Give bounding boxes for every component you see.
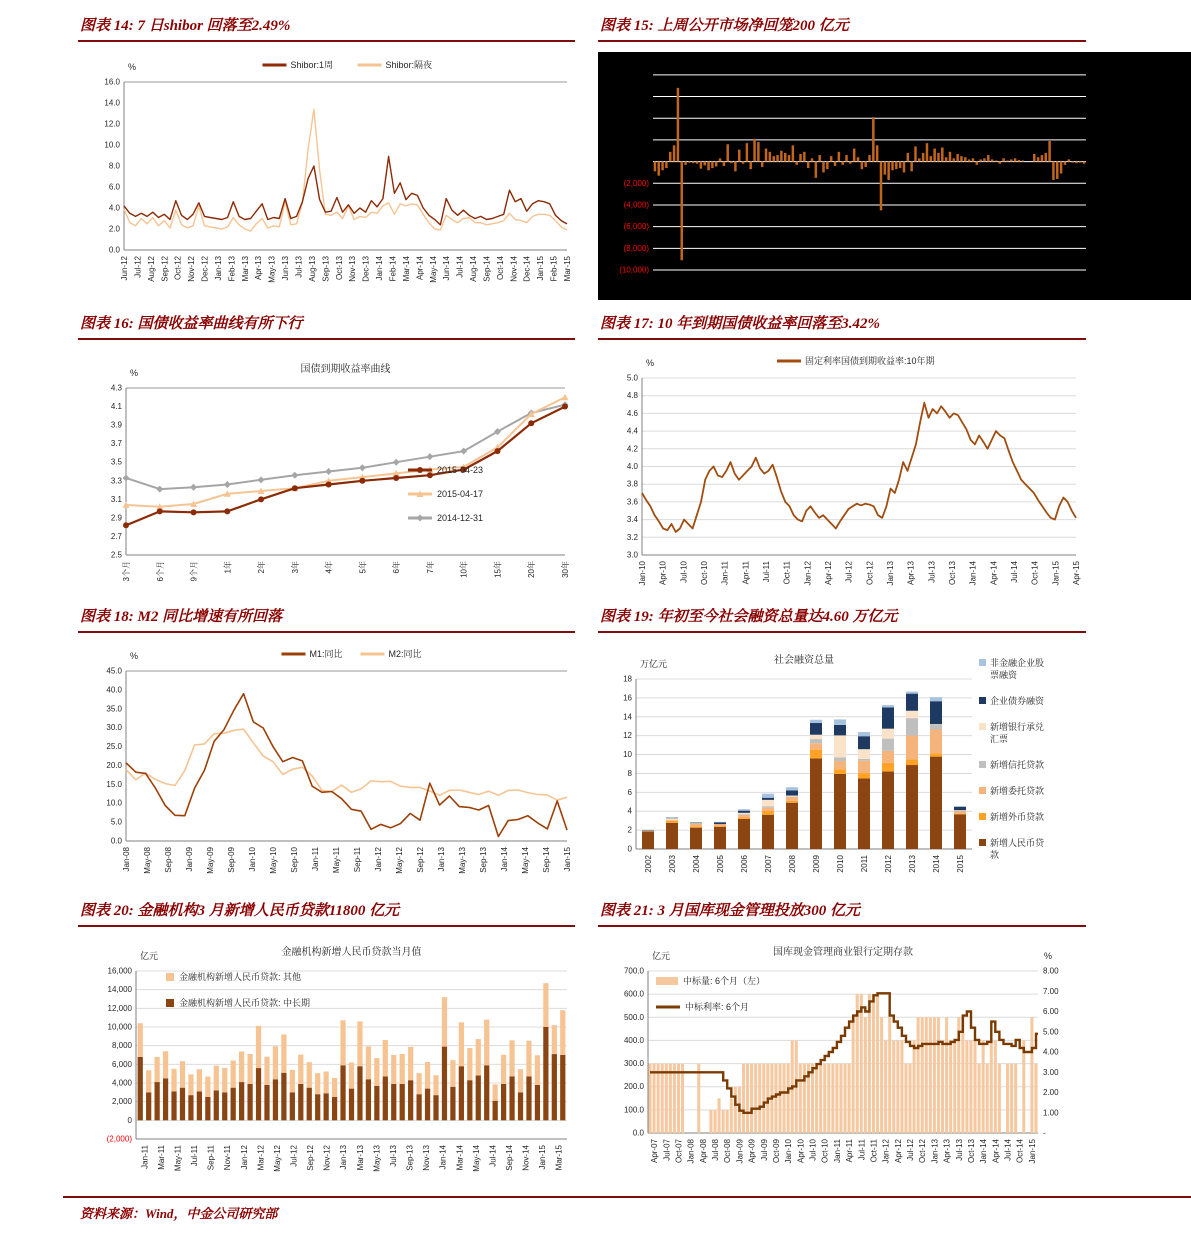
svg-text:Shibor:1周: Shibor:1周 bbox=[290, 60, 334, 70]
svg-text:Apr-09: Apr-09 bbox=[747, 1139, 757, 1164]
svg-text:6: 6 bbox=[627, 787, 632, 797]
chart21-title: 图表 21: 3 月国库现金管理投放300 亿元 bbox=[598, 901, 1086, 927]
svg-text:4.2: 4.2 bbox=[626, 444, 638, 454]
svg-text:Dec-12: Dec-12 bbox=[200, 256, 210, 282]
svg-text:Jan-08: Jan-08 bbox=[122, 847, 131, 872]
svg-text:4: 4 bbox=[627, 806, 632, 816]
svg-text:2002: 2002 bbox=[644, 855, 653, 873]
svg-text:Nov-11: Nov-11 bbox=[223, 1145, 233, 1171]
svg-text:Sep-11: Sep-11 bbox=[353, 847, 362, 873]
svg-text:Jul-11: Jul-11 bbox=[762, 561, 771, 583]
svg-text:金融机构新增人民币贷款: 中长期: 金融机构新增人民币贷款: 中长期 bbox=[179, 998, 311, 1008]
svg-text:Mar-11: Mar-11 bbox=[156, 1145, 166, 1170]
svg-text:100.0: 100.0 bbox=[623, 1105, 644, 1115]
chart20-canvas bbox=[78, 935, 575, 1196]
svg-text:Oct-12: Oct-12 bbox=[918, 1139, 928, 1164]
svg-text:Mar-14: Mar-14 bbox=[455, 1145, 465, 1171]
svg-text:3.7: 3.7 bbox=[110, 439, 122, 449]
svg-text:Sep-12: Sep-12 bbox=[416, 847, 425, 873]
svg-text:%: % bbox=[130, 651, 139, 661]
svg-text:May-14: May-14 bbox=[471, 1145, 481, 1172]
svg-text:Sep-13: Sep-13 bbox=[405, 1145, 415, 1171]
svg-text:Oct-13: Oct-13 bbox=[966, 1139, 976, 1164]
svg-text:固定利率国债到期收益率:10年期: 固定利率国债到期收益率:10年期 bbox=[805, 356, 935, 366]
svg-text:Jan-14: Jan-14 bbox=[500, 847, 509, 872]
svg-text:10: 10 bbox=[623, 750, 632, 760]
svg-text:Mar-15: Mar-15 bbox=[554, 1145, 564, 1171]
svg-text:0.0: 0.0 bbox=[632, 1128, 644, 1138]
svg-text:Mar-12: Mar-12 bbox=[256, 1145, 266, 1171]
svg-text:Jul-14: Jul-14 bbox=[488, 1145, 498, 1167]
svg-text:5.0: 5.0 bbox=[110, 817, 122, 827]
svg-text:Jan-12: Jan-12 bbox=[881, 1139, 891, 1164]
svg-text:(6,000): (6,000) bbox=[623, 222, 649, 232]
svg-text:Feb-15: Feb-15 bbox=[549, 256, 559, 282]
svg-text:Jul-12: Jul-12 bbox=[289, 1145, 299, 1167]
svg-text:0.0: 0.0 bbox=[110, 836, 122, 846]
svg-text:6.0: 6.0 bbox=[108, 182, 120, 192]
svg-text:Mar-13: Mar-13 bbox=[355, 1145, 365, 1171]
svg-text:社会融资总量: 社会融资总量 bbox=[774, 655, 834, 666]
svg-text:Feb-14: Feb-14 bbox=[388, 256, 398, 282]
svg-text:Jan-15: Jan-15 bbox=[536, 256, 546, 281]
svg-text:2014-12-31: 2014-12-31 bbox=[437, 513, 484, 523]
svg-text:Jan-08: Jan-08 bbox=[686, 1139, 696, 1164]
svg-text:Jan-13: Jan-13 bbox=[213, 256, 223, 281]
svg-text:45.0: 45.0 bbox=[106, 666, 122, 676]
svg-text:新增银行承兑: 新增银行承兑 bbox=[990, 722, 1045, 732]
svg-text:%: % bbox=[128, 62, 137, 72]
svg-text:Jun-12: Jun-12 bbox=[120, 256, 129, 281]
svg-text:Oct-14: Oct-14 bbox=[1030, 561, 1040, 586]
svg-text:Jun-14: Jun-14 bbox=[442, 256, 452, 281]
svg-text:国债到期收益率曲线: 国债到期收益率曲线 bbox=[300, 364, 391, 375]
svg-text:Jul-11: Jul-11 bbox=[190, 1145, 200, 1167]
chart17-canvas bbox=[598, 348, 1086, 608]
svg-text:3个月: 3个月 bbox=[122, 561, 131, 582]
svg-text:Jan-10: Jan-10 bbox=[784, 1139, 794, 1164]
svg-text:Sep-08: Sep-08 bbox=[164, 847, 173, 873]
svg-text:Apr-07: Apr-07 bbox=[650, 1139, 660, 1164]
svg-text:May-14: May-14 bbox=[428, 256, 438, 283]
svg-text:2003: 2003 bbox=[668, 855, 677, 873]
svg-text:8: 8 bbox=[627, 768, 632, 778]
chart14-canvas bbox=[78, 52, 575, 305]
svg-text:金融机构新增人民币贷款: 其他: 金融机构新增人民币贷款: 其他 bbox=[179, 972, 302, 982]
svg-text:0: 0 bbox=[627, 844, 632, 854]
svg-text:Jan-14: Jan-14 bbox=[438, 1145, 448, 1170]
svg-text:2年: 2年 bbox=[257, 561, 267, 574]
svg-text:Nov-13: Nov-13 bbox=[422, 1145, 432, 1171]
svg-text:企业债券融资: 企业债券融资 bbox=[990, 696, 1045, 706]
svg-text:Apr-13: Apr-13 bbox=[942, 1139, 952, 1164]
svg-text:Oct-08: Oct-08 bbox=[723, 1139, 733, 1164]
svg-text:4年: 4年 bbox=[324, 561, 334, 574]
svg-text:3.2: 3.2 bbox=[626, 532, 638, 542]
svg-text:Oct-13: Oct-13 bbox=[334, 256, 344, 281]
svg-text:Sep-10: Sep-10 bbox=[290, 847, 299, 873]
svg-text:2,000: 2,000 bbox=[111, 1097, 132, 1107]
footer-divider bbox=[63, 1196, 1191, 1198]
chart15-canvas bbox=[598, 52, 1191, 305]
svg-text:2015: 2015 bbox=[956, 855, 965, 873]
svg-text:Apr-11: Apr-11 bbox=[845, 1139, 855, 1163]
svg-text:May-14: May-14 bbox=[521, 847, 530, 874]
svg-text:12: 12 bbox=[623, 731, 632, 741]
svg-text:Jan-11: Jan-11 bbox=[832, 1139, 842, 1163]
svg-text:-: - bbox=[1043, 1128, 1046, 1138]
svg-text:Jan-13: Jan-13 bbox=[339, 1145, 349, 1170]
svg-text:2011: 2011 bbox=[860, 855, 869, 873]
svg-text:16: 16 bbox=[623, 693, 632, 703]
svg-text:3.9: 3.9 bbox=[110, 420, 122, 430]
svg-text:Jan-12: Jan-12 bbox=[803, 561, 813, 586]
svg-text:Oct-11: Oct-11 bbox=[782, 561, 792, 585]
svg-text:Jun-13: Jun-13 bbox=[281, 256, 291, 281]
svg-text:0: 0 bbox=[127, 1115, 132, 1125]
svg-text:M1:同比: M1:同比 bbox=[309, 649, 343, 659]
svg-text:2005: 2005 bbox=[716, 855, 725, 873]
svg-text:Jul-10: Jul-10 bbox=[808, 1139, 818, 1161]
svg-text:Mar-14: Mar-14 bbox=[401, 256, 411, 282]
svg-text:Jul-12: Jul-12 bbox=[133, 256, 143, 278]
svg-text:新增人民币贷: 新增人民币贷 bbox=[990, 838, 1045, 848]
svg-text:Apr-13: Apr-13 bbox=[254, 256, 264, 281]
svg-text:4.8: 4.8 bbox=[626, 391, 638, 401]
svg-text:中标量: 6个月（左）: 中标量: 6个月（左） bbox=[683, 976, 766, 986]
svg-text:Nov-12: Nov-12 bbox=[322, 1145, 332, 1171]
chart14-title: 图表 14: 7 日shibor 回落至2.49% bbox=[78, 16, 575, 42]
svg-text:Oct-10: Oct-10 bbox=[820, 1139, 830, 1164]
svg-text:Jan-15: Jan-15 bbox=[538, 1145, 548, 1170]
svg-text:2008: 2008 bbox=[788, 855, 797, 873]
svg-text:Jan-14: Jan-14 bbox=[968, 561, 978, 586]
svg-text:款: 款 bbox=[990, 850, 1000, 860]
svg-text:4.0: 4.0 bbox=[626, 462, 638, 471]
svg-text:12.0: 12.0 bbox=[104, 119, 120, 129]
chart18-canvas bbox=[78, 641, 575, 896]
chart16-title: 图表 16: 国债收益率曲线有所下行 bbox=[78, 314, 575, 340]
svg-text:金融机构新增人民币贷款当月值: 金融机构新增人民币贷款当月值 bbox=[281, 947, 422, 958]
svg-text:国库现金管理商业银行定期存款: 国库现金管理商业银行定期存款 bbox=[773, 947, 913, 958]
svg-text:Apr-12: Apr-12 bbox=[893, 1139, 903, 1164]
svg-text:6年: 6年 bbox=[392, 561, 402, 574]
svg-text:3.00: 3.00 bbox=[1043, 1067, 1059, 1077]
svg-text:票融资: 票融资 bbox=[990, 670, 1018, 680]
svg-text:Sep-12: Sep-12 bbox=[306, 1145, 316, 1171]
svg-text:Apr-14: Apr-14 bbox=[415, 256, 425, 281]
svg-text:5.00: 5.00 bbox=[1043, 1027, 1059, 1037]
svg-text:4.1: 4.1 bbox=[110, 402, 122, 412]
svg-text:Jan-11: Jan-11 bbox=[311, 847, 320, 871]
svg-text:Apr-12: Apr-12 bbox=[824, 561, 833, 586]
svg-text:0.0: 0.0 bbox=[108, 245, 120, 255]
svg-text:Oct-10: Oct-10 bbox=[700, 561, 709, 586]
svg-text:Jul-09: Jul-09 bbox=[759, 1139, 769, 1161]
svg-text:Jan-12: Jan-12 bbox=[239, 1145, 249, 1170]
svg-text:Dec-13: Dec-13 bbox=[361, 256, 371, 282]
svg-text:7年: 7年 bbox=[425, 561, 435, 574]
svg-text:Jul-07: Jul-07 bbox=[662, 1139, 672, 1161]
chart20-title: 图表 20: 金融机构3 月新增人民币贷款11800 亿元 bbox=[78, 901, 575, 927]
svg-text:亿元: 亿元 bbox=[140, 951, 159, 961]
svg-text:9个月: 9个月 bbox=[189, 561, 199, 582]
svg-text:Oct-09: Oct-09 bbox=[771, 1139, 781, 1164]
svg-text:万亿元: 万亿元 bbox=[640, 659, 668, 669]
svg-text:Nov-14: Nov-14 bbox=[521, 1145, 531, 1171]
svg-text:汇票: 汇票 bbox=[990, 734, 1009, 744]
svg-text:18: 18 bbox=[623, 674, 632, 684]
svg-text:Apr-08: Apr-08 bbox=[698, 1139, 708, 1164]
svg-text:2013: 2013 bbox=[908, 855, 917, 873]
svg-text:4.0: 4.0 bbox=[108, 203, 120, 213]
svg-text:10年: 10年 bbox=[459, 561, 469, 578]
svg-text:Nov-14: Nov-14 bbox=[509, 256, 519, 282]
chart17-title: 图表 17: 10 年到期国债收益率回落至3.42% bbox=[598, 314, 1086, 340]
svg-text:40.0: 40.0 bbox=[106, 685, 122, 695]
svg-text:Jan-12: Jan-12 bbox=[374, 847, 383, 872]
svg-text:Jul-13: Jul-13 bbox=[927, 561, 937, 583]
svg-text:Jul-12: Jul-12 bbox=[844, 561, 854, 583]
svg-text:2009: 2009 bbox=[812, 855, 821, 873]
svg-text:16,000: 16,000 bbox=[107, 966, 132, 976]
svg-text:Oct-12: Oct-12 bbox=[865, 561, 875, 586]
svg-text:2.9: 2.9 bbox=[110, 513, 122, 523]
svg-text:Oct-12: Oct-12 bbox=[173, 256, 183, 281]
svg-text:3.4: 3.4 bbox=[626, 515, 638, 525]
svg-text:Apr-14: Apr-14 bbox=[991, 1139, 1001, 1164]
svg-text:3.8: 3.8 bbox=[626, 479, 638, 489]
svg-text:3.3: 3.3 bbox=[110, 476, 122, 486]
svg-text:15年: 15年 bbox=[493, 561, 503, 578]
svg-text:Sep-13: Sep-13 bbox=[479, 847, 488, 873]
svg-text:Apr-13: Apr-13 bbox=[906, 561, 916, 586]
svg-text:亿元: 亿元 bbox=[652, 951, 671, 961]
svg-text:新增外币贷款: 新增外币贷款 bbox=[990, 812, 1045, 822]
svg-text:中标利率: 6个月: 中标利率: 6个月 bbox=[685, 1002, 750, 1012]
svg-text:4.00: 4.00 bbox=[1043, 1047, 1059, 1057]
svg-text:Jan-10: Jan-10 bbox=[248, 847, 257, 872]
svg-text:2.5: 2.5 bbox=[110, 550, 122, 560]
svg-text:3年: 3年 bbox=[290, 561, 300, 574]
svg-text:2004: 2004 bbox=[692, 855, 701, 873]
svg-text:6个月: 6个月 bbox=[155, 561, 165, 582]
svg-text:Jan-14: Jan-14 bbox=[375, 256, 385, 281]
svg-text:Jan-15: Jan-15 bbox=[1027, 1139, 1037, 1164]
svg-text:%: % bbox=[646, 358, 655, 368]
svg-text:2.7: 2.7 bbox=[110, 531, 122, 541]
svg-text:Nov-12: Nov-12 bbox=[187, 256, 197, 282]
svg-text:(2,000): (2,000) bbox=[106, 1134, 132, 1144]
svg-text:2: 2 bbox=[627, 825, 632, 835]
svg-text:2007: 2007 bbox=[764, 855, 773, 873]
svg-text:10.0: 10.0 bbox=[104, 140, 120, 150]
svg-text:Apr-10: Apr-10 bbox=[796, 1139, 806, 1164]
svg-text:Feb-13: Feb-13 bbox=[227, 256, 237, 282]
svg-text:20.0: 20.0 bbox=[106, 760, 122, 770]
svg-text:2010: 2010 bbox=[836, 855, 845, 873]
svg-text:Sep-14: Sep-14 bbox=[504, 1145, 514, 1171]
svg-text:Nov-13: Nov-13 bbox=[348, 256, 358, 282]
svg-text:200.0: 200.0 bbox=[623, 1082, 644, 1092]
svg-text:2014: 2014 bbox=[932, 855, 941, 873]
svg-text:2006: 2006 bbox=[740, 855, 749, 873]
svg-text:30.0: 30.0 bbox=[106, 723, 122, 733]
svg-text:%: % bbox=[130, 368, 139, 378]
svg-text:Oct-14: Oct-14 bbox=[495, 256, 505, 281]
svg-text:Oct-13: Oct-13 bbox=[948, 561, 957, 586]
svg-text:May-13: May-13 bbox=[458, 847, 467, 874]
svg-text:Jul-13: Jul-13 bbox=[294, 256, 304, 278]
svg-text:Jan-15: Jan-15 bbox=[563, 847, 572, 872]
svg-text:Jul-11: Jul-11 bbox=[857, 1139, 867, 1161]
svg-text:非金融企业股: 非金融企业股 bbox=[990, 658, 1045, 668]
svg-text:May-13: May-13 bbox=[372, 1145, 382, 1172]
svg-text:Shibor:隔夜: Shibor:隔夜 bbox=[385, 60, 433, 70]
svg-text:4.4: 4.4 bbox=[626, 426, 638, 436]
svg-text:Jul-12: Jul-12 bbox=[906, 1139, 916, 1161]
svg-text:15.0: 15.0 bbox=[106, 779, 122, 789]
svg-text:Jan-13: Jan-13 bbox=[437, 847, 446, 872]
svg-text:Jul-13: Jul-13 bbox=[954, 1139, 964, 1161]
svg-text:600.0: 600.0 bbox=[623, 989, 644, 999]
svg-text:Jul-08: Jul-08 bbox=[711, 1139, 721, 1161]
svg-text:4,000: 4,000 bbox=[111, 1078, 132, 1088]
svg-text:(2,000): (2,000) bbox=[623, 178, 649, 188]
svg-text:3.0: 3.0 bbox=[626, 550, 638, 560]
svg-text:Aug-13: Aug-13 bbox=[307, 256, 317, 282]
svg-text:Mar-15: Mar-15 bbox=[563, 256, 572, 282]
svg-text:(4,000): (4,000) bbox=[623, 200, 649, 210]
svg-text:May-13: May-13 bbox=[267, 256, 277, 283]
svg-text:Jul-14: Jul-14 bbox=[455, 256, 465, 278]
svg-text:25.0: 25.0 bbox=[106, 742, 122, 752]
svg-text:Jul-13: Jul-13 bbox=[388, 1145, 398, 1167]
svg-text:3.5: 3.5 bbox=[110, 457, 122, 467]
svg-text:May-12: May-12 bbox=[395, 847, 404, 874]
svg-text:Jan-11: Jan-11 bbox=[720, 561, 730, 585]
svg-text:500.0: 500.0 bbox=[623, 1012, 644, 1022]
svg-text:14,000: 14,000 bbox=[107, 985, 132, 995]
svg-text:Apr-10: Apr-10 bbox=[658, 561, 668, 586]
svg-text:Jan-13: Jan-13 bbox=[886, 561, 895, 586]
svg-text:Aug-14: Aug-14 bbox=[469, 256, 479, 282]
svg-text:Apr-14: Apr-14 bbox=[989, 561, 999, 586]
chart19-canvas bbox=[598, 641, 1086, 896]
chart15-title: 图表 15: 上周公开市场净回笼200 亿元 bbox=[598, 16, 1086, 42]
svg-text:Aug-12: Aug-12 bbox=[146, 256, 156, 282]
svg-text:14.0: 14.0 bbox=[104, 98, 120, 108]
svg-text:8.0: 8.0 bbox=[108, 161, 120, 171]
svg-text:M2:同比: M2:同比 bbox=[388, 649, 422, 659]
svg-text:16.0: 16.0 bbox=[104, 77, 120, 87]
svg-text:4.3: 4.3 bbox=[110, 383, 122, 393]
svg-text:300.0: 300.0 bbox=[623, 1059, 644, 1069]
svg-text:20年: 20年 bbox=[527, 561, 537, 578]
svg-text:400.0: 400.0 bbox=[623, 1035, 644, 1045]
svg-text:May-11: May-11 bbox=[173, 1145, 183, 1172]
svg-text:Dec-14: Dec-14 bbox=[522, 256, 532, 282]
chart16-canvas bbox=[78, 348, 575, 608]
svg-text:May-08: May-08 bbox=[143, 847, 152, 874]
svg-text:2012: 2012 bbox=[884, 855, 893, 873]
chart19-title: 图表 19: 年初至今社会融资总量达4.60 万亿元 bbox=[598, 607, 1086, 633]
svg-text:Jul-14: Jul-14 bbox=[1010, 561, 1019, 583]
svg-text:3.1: 3.1 bbox=[110, 494, 122, 504]
svg-text:8,000: 8,000 bbox=[111, 1041, 132, 1051]
chart18-title: 图表 18: M2 同比增速有所回落 bbox=[78, 607, 575, 633]
svg-text:Jan-14: Jan-14 bbox=[979, 1139, 989, 1164]
svg-text:Oct-11: Oct-11 bbox=[869, 1139, 879, 1163]
svg-text:Sep-11: Sep-11 bbox=[206, 1145, 216, 1171]
svg-text:2.00: 2.00 bbox=[1043, 1088, 1059, 1097]
svg-text:新增委托贷款: 新增委托贷款 bbox=[990, 786, 1045, 796]
svg-text:35.0: 35.0 bbox=[106, 704, 122, 714]
svg-text:May-11: May-11 bbox=[332, 847, 341, 874]
svg-text:Jan-10: Jan-10 bbox=[638, 561, 647, 586]
svg-text:%: % bbox=[1044, 951, 1053, 961]
svg-text:14: 14 bbox=[623, 712, 632, 722]
svg-text:Sep-09: Sep-09 bbox=[227, 847, 236, 873]
svg-text:30年: 30年 bbox=[561, 561, 570, 578]
svg-text:Jan-15: Jan-15 bbox=[1051, 561, 1061, 586]
svg-text:6,000: 6,000 bbox=[111, 1059, 132, 1069]
svg-text:Sep-12: Sep-12 bbox=[160, 256, 170, 282]
svg-text:Jul-14: Jul-14 bbox=[1003, 1139, 1013, 1161]
svg-text:2015-04-17: 2015-04-17 bbox=[437, 489, 484, 499]
svg-text:Oct-14: Oct-14 bbox=[1015, 1139, 1025, 1164]
svg-text:1.00: 1.00 bbox=[1043, 1108, 1059, 1118]
svg-text:12,000: 12,000 bbox=[107, 1003, 132, 1013]
svg-text:Jul-10: Jul-10 bbox=[679, 561, 689, 583]
svg-text:May-09: May-09 bbox=[206, 847, 215, 874]
svg-text:Apr-15: Apr-15 bbox=[1072, 561, 1081, 586]
svg-text:(10,000): (10,000) bbox=[619, 265, 649, 275]
footer-source: 资料来源：Wind，中金公司研究部 bbox=[80, 1206, 278, 1221]
svg-text:2.0: 2.0 bbox=[108, 224, 120, 234]
svg-text:Jan-09: Jan-09 bbox=[735, 1139, 745, 1164]
svg-text:(8,000): (8,000) bbox=[623, 243, 649, 253]
svg-text:4.6: 4.6 bbox=[626, 408, 638, 418]
svg-text:Sep-13: Sep-13 bbox=[321, 256, 331, 282]
chart21-canvas bbox=[598, 935, 1086, 1196]
svg-text:700.0: 700.0 bbox=[623, 966, 644, 976]
svg-text:新增信托贷款: 新增信托贷款 bbox=[990, 760, 1045, 770]
svg-text:1年: 1年 bbox=[223, 561, 233, 574]
svg-text:5.0: 5.0 bbox=[626, 373, 638, 383]
svg-text:Jan-11: Jan-11 bbox=[140, 1145, 150, 1169]
svg-text:8.00: 8.00 bbox=[1043, 966, 1059, 976]
svg-text:Apr-11: Apr-11 bbox=[741, 561, 751, 585]
svg-text:Jan-13: Jan-13 bbox=[930, 1139, 940, 1164]
svg-text:Sep-14: Sep-14 bbox=[542, 847, 551, 873]
svg-text:10,000: 10,000 bbox=[107, 1022, 132, 1032]
svg-text:Jan-09: Jan-09 bbox=[185, 847, 194, 872]
svg-text:3.6: 3.6 bbox=[626, 497, 638, 507]
svg-text:Sep-14: Sep-14 bbox=[482, 256, 492, 282]
svg-text:10.0: 10.0 bbox=[106, 798, 122, 808]
svg-text:May-12: May-12 bbox=[272, 1145, 282, 1172]
svg-text:May-10: May-10 bbox=[269, 847, 278, 874]
svg-text:Oct-07: Oct-07 bbox=[674, 1139, 684, 1164]
svg-text:Mar-13: Mar-13 bbox=[240, 256, 250, 282]
svg-text:5年: 5年 bbox=[358, 561, 368, 574]
svg-text:2015-04-23: 2015-04-23 bbox=[437, 465, 484, 475]
svg-text:7.00: 7.00 bbox=[1043, 986, 1059, 996]
svg-text:6.00: 6.00 bbox=[1043, 1007, 1059, 1016]
